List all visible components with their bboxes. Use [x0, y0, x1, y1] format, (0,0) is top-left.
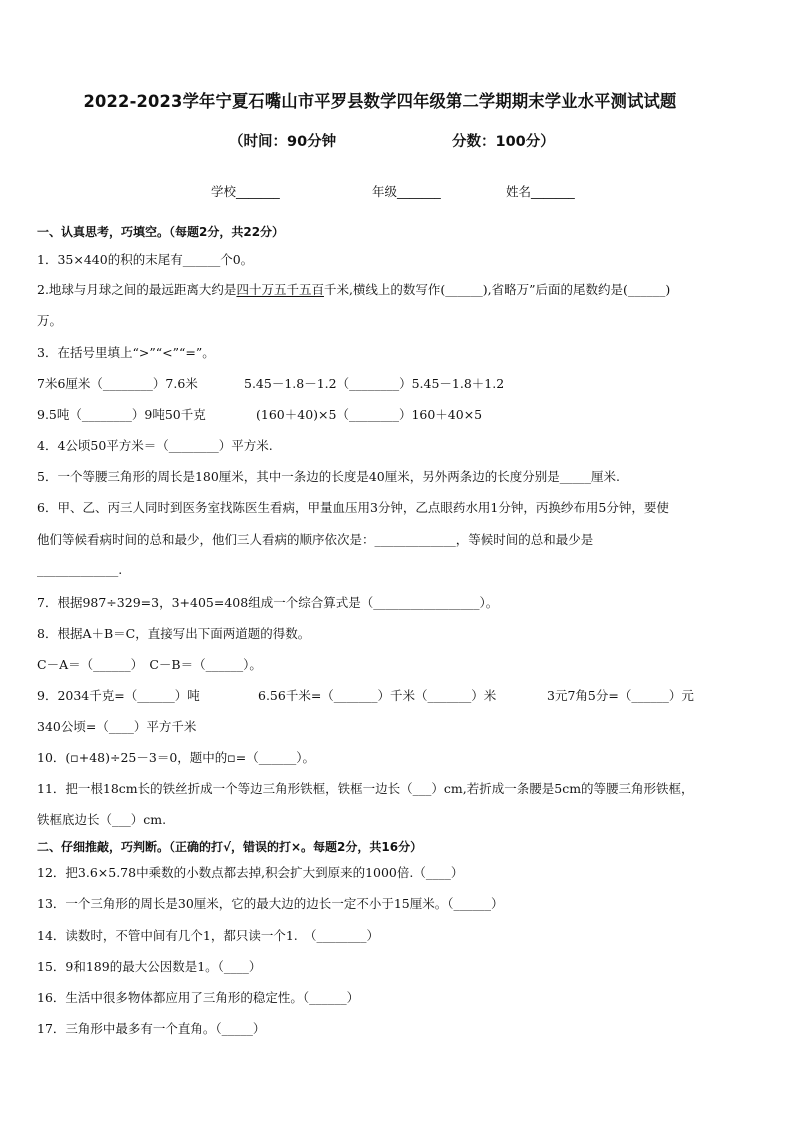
question-12: 12．把3.6×5.78中乘数的小数点都去掉,积会扩大到原来的1000倍.（____）: [37, 865, 464, 880]
question-2: [37, 280, 670, 298]
grade-field: 年级_______: [372, 184, 441, 199]
question-13: 13．一个三角形的周长是30厘米，它的最大边的边长一定不小于15厘米。（______）: [37, 896, 504, 911]
question-2-post: 千米,横线上的数写作(______),省略万”后面的尾数约是(______): [323, 282, 671, 297]
question-4: 4．4公顷50平方米＝（________）平方米.: [37, 438, 273, 453]
question-9-d: 340公顷=（____）平方千米: [37, 719, 197, 734]
section-2-heading: 二、仔细推敲，巧判断。（正确的打√，错误的打×。每题2分，共16分）: [37, 840, 423, 854]
time-label: （时间：90分钟: [229, 134, 337, 150]
question-11-line2: 铁框底边长（___）cm.: [37, 812, 167, 827]
question-9-a: 9．2034千克=（______）吨: [37, 688, 200, 703]
question-3-row2-b: (160＋40)×5（________）160＋40×5: [256, 407, 483, 422]
question-10: 10．(▫+48)÷25－3＝0，题中的▫=（______）。: [37, 750, 315, 765]
question-8-prompt: 8．根据A＋B＝C，直接写出下面两道题的得数。: [37, 626, 311, 641]
question-3-row1-a: 7米6厘米（________）7.6米: [37, 376, 198, 391]
question-15: 15．9和189的最大公因数是1。（____）: [37, 959, 262, 974]
question-6-line1: 6．甲、乙、丙三人同时到医务室找陈医生看病，甲量血压用3分钟，乙点眼药水用1分钟，丙换纱布用5分钟，要使: [37, 500, 669, 515]
question-16: 16．生活中很多物体都应用了三角形的稳定性。（______）: [37, 990, 360, 1005]
question-3-prompt: 3．在括号里填上“>”“<”“=”。: [37, 345, 215, 360]
question-14: 14．读数时，不管中间有几个1，都只读一个1. （________）: [37, 928, 380, 943]
question-1: 1．35×440的积的末尾有______个0。: [37, 252, 254, 267]
question-17: 17．三角形中最多有一个直角。（_____）: [37, 1021, 266, 1036]
question-6-line2: 他们等候看病时间的总和最少，他们三人看病的顺序依次是：_____________，等候时间的总和最少是: [37, 532, 594, 547]
school-field: 学校_______: [211, 184, 280, 199]
score-label: 分数：100分）: [452, 134, 555, 150]
question-8-answers: C－A＝（______） C－B＝（______）。: [37, 657, 262, 672]
question-9-b: 6.56千米=（_______）千米（_______）米: [258, 688, 497, 703]
exam-title: 2022-2023学年宁夏石嘴山市平罗县数学四年级第二学期期末学业水平测试试题: [83, 92, 677, 112]
name-field: 姓名_______: [506, 184, 575, 199]
question-5: 5．一个等腰三角形的周长是180厘米，其中一条边的长度是40厘米，另外两条边的长度分别是_____厘米.: [37, 469, 620, 484]
question-2-underlined: 四十万五千五百: [236, 282, 324, 297]
section-1-heading: 一、认真思考，巧填空。（每题2分，共22分）: [37, 225, 285, 239]
question-2-pre: 2.地球与月球之间的最远距离大约是: [37, 282, 237, 297]
question-6-line3: _____________.: [37, 562, 123, 577]
question-9-c: 3元7角5分=（______）元: [547, 688, 694, 703]
question-11-line1: 11．把一根18cm长的铁丝折成一个等边三角形铁框，铁框一边长（___）cm,若折成一条腰是5cm的等腰三角形铁框，: [37, 781, 694, 796]
question-3-row2-a: 9.5吨（________）9吨50千克: [37, 407, 206, 422]
question-3-row1-b: 5.45－1.8－1.2（________）5.45－1.8＋1.2: [244, 376, 505, 391]
question-7: 7．根据987÷329=3，3+405=408组成一个综合算式是（_________________）。: [37, 595, 499, 610]
question-2-cont: 万。: [37, 313, 63, 328]
